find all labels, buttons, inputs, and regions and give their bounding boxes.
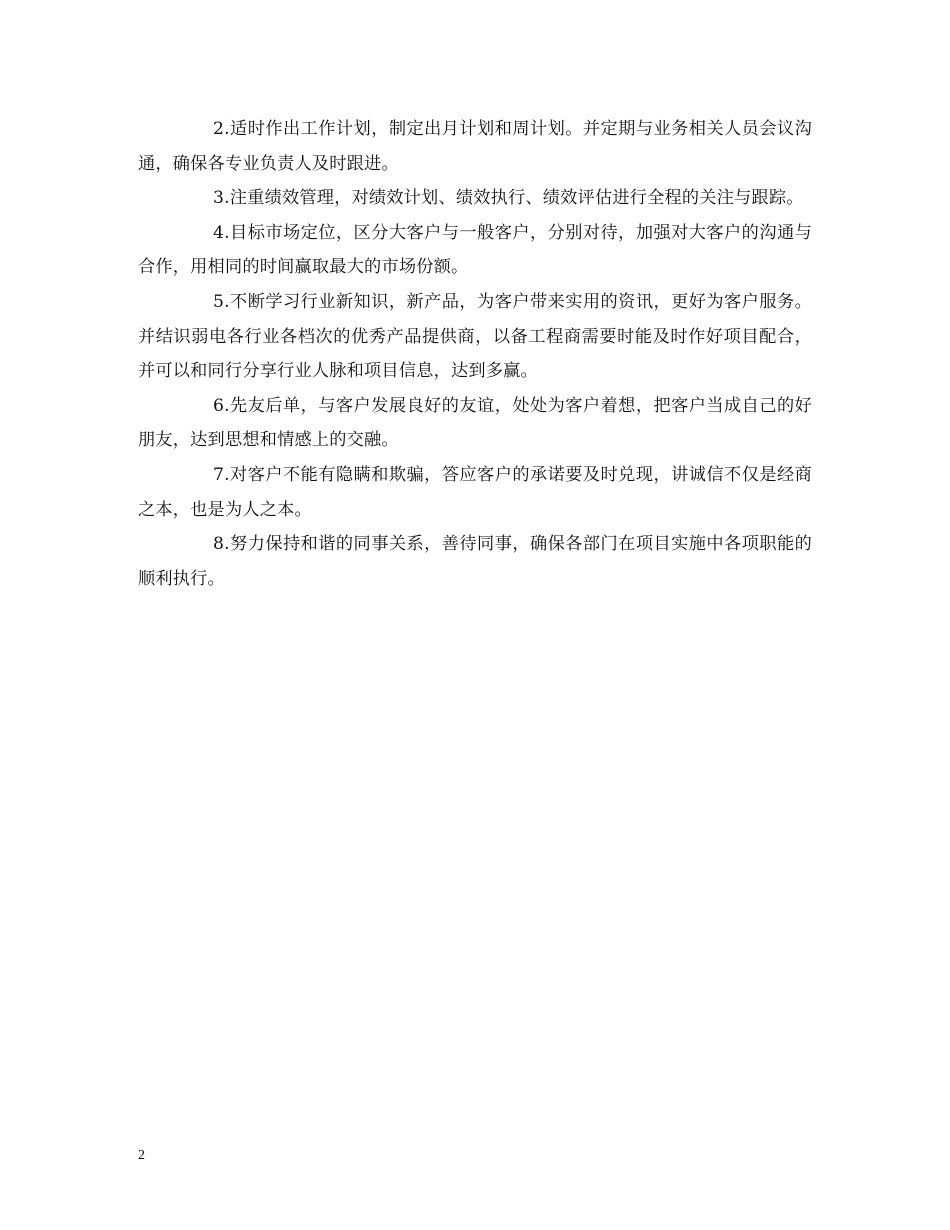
document-body [138,112,812,596]
paragraph-item-7: 7.对客户不能有隐瞒和欺骗，答应客户的承诺要及时兑现，讲诚信不仅是经商之本，也是为人之本。 [138,464,812,520]
paragraph-item-6: 6.先友后单，与客户发展良好的友谊，处处为客户着想，把客户当成自己的好朋友，达到思想和情感上的交融。 [138,395,812,451]
paragraph-item-5: 5.不断学习行业新知识，新产品，为客户带来实用的资讯，更好为客户服务。并结识弱电各行业各档次的优秀产品提供商，以备工程商需要时能及时作好项目配合，并可以和同行分享行业人脉和项目信息，达到多赢。 [138,291,812,382]
paragraph-item-2: 2.适时作出工作计划，制定出月计划和周计划。并定期与业务相关人员会议沟通，确保各专业负责人及时跟进。 [138,119,812,174]
paragraph-item-3: 3.注重绩效管理，对绩效计划、绩效执行、绩效评估进行全程的关注与跟踪。 [213,188,804,209]
page-number: 2 [138,1148,145,1163]
paragraph-item-4: 4.目标市场定位，区分大客户与一般客户，分别对待，加强对大客户的沟通与合作，用相同的时间赢取最大的市场份额。 [138,222,812,278]
paragraph-item-8: 8.努力保持和谐的同事关系，善待同事，确保各部门在项目实施中各项职能的顺利执行。 [138,534,812,589]
